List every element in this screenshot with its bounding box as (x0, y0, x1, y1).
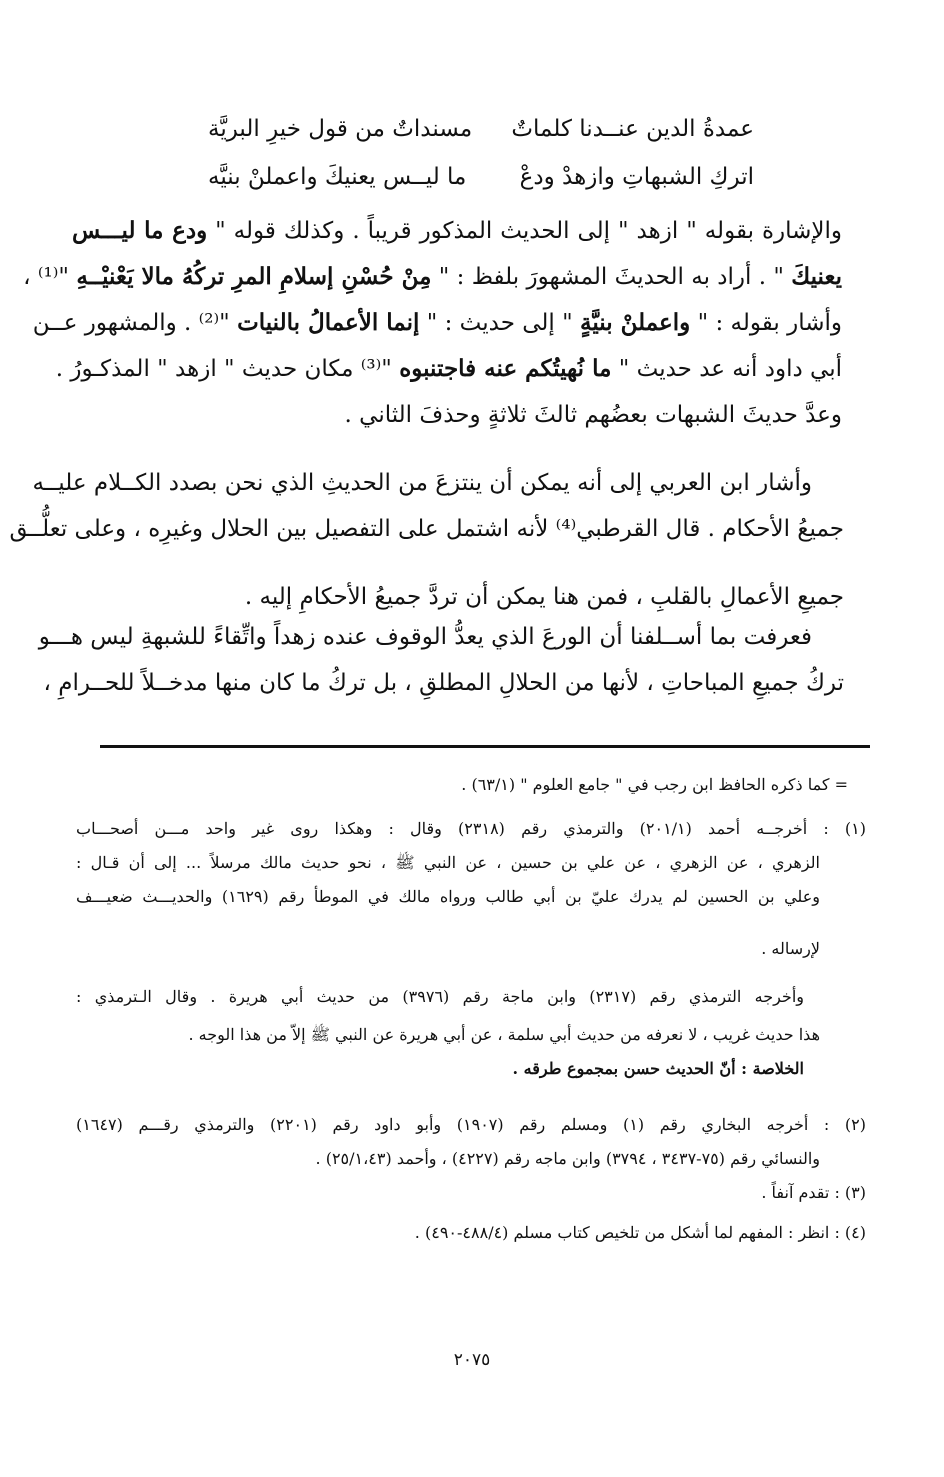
text-run: " إلى حديث : " (419, 310, 581, 336)
bold-quote: واعملنْ بنيَّةٍ (580, 309, 691, 336)
bold-quote: يعنيكَ (791, 263, 842, 290)
bold-hadith: ما نُهيتُكم عنه فاجتنبوه (399, 355, 612, 382)
bold-hadith: إنما الأعمالُ بالنيات (237, 309, 420, 336)
paragraph-2 (9, 460, 844, 552)
paragraph-2-line-1: وأشار ابن العربي إلى أنه يمكن أن ينتزعَ من الحديثِ الذي نحن بصدد الكــلام عليــه (32, 470, 812, 496)
footnote-4: (٤) : انظر : المفهم لما أشكل من تلخيص كتاب مسلم (٤٨٨/٤-٤٩٠) . (414, 1223, 866, 1242)
verse-2-second-hemistich: ما ليــس يعنيكَ واعملنْ بنيَّه (208, 164, 467, 190)
paragraph-1-line-3 (32, 300, 842, 346)
text-run: "⁽³⁾ مكان حديث " ازهد " المذكـورُ . (55, 356, 400, 382)
footnote-1-line-1: (١) : أخرجــه أحمد (٢٠١/١) والترمذي رقم (٢٣١٨) وقال : وهكذا روى غير واحد مـــن أصحـــاب (76, 819, 867, 838)
footnote-1-line-6: هذا حديث غريب ، لا نعرفه من حديث أبي سلمة ، عن أبي هريرة عن النبي ﷺ إلاّ من هذا الوجه . (188, 1025, 820, 1044)
verse-1-first-hemistich: عمدةُ الدين عنــدنا كلماتٌ (511, 116, 754, 142)
text-run: " . أراد به الحديثَ المشهورَ بلفظ : " (431, 264, 792, 290)
footnote-2-line-2: والنسائي رقم (٧٥-٣٤٣٧ ، ٣٧٩٤) وابن ماجه رقم (٤٢٢٧) ، وأحمد (٢٥/١،٤٣) . (315, 1149, 820, 1168)
page-number: ٢٠٧٥ (453, 1350, 491, 1370)
verse-2-first-hemistich: اتركِ الشبهاتِ وازهدْ ودعْ (519, 164, 754, 190)
footnote-3: (٣) : تقدم آنفاً . (761, 1183, 866, 1202)
footnote-separator (100, 745, 870, 748)
footnote-1-line-4: لإرساله . (761, 939, 820, 958)
bold-quote: ودع ما ليـــس (72, 217, 208, 244)
paragraph-3 (38, 614, 844, 706)
footnote-1-line-5: وأخرجه الترمذي رقم (٢٣١٧) وابن ماجة رقم (٣٩٧٦) من حديث أبي هريرة . وقال الـترمذي : (76, 987, 804, 1006)
paragraph-3-line-1: فعرفت بما أســلفنا أن الورعَ الذي يعدُّ الوقوف عنده زهداً واتِّقاءً للشبهةِ ليس هـــو (38, 624, 812, 650)
paragraph-1-line-1 (72, 208, 842, 254)
paragraph-1-line-5: وعدَّ حديثَ الشبهات بعضُهم ثالثَ ثلاثةٍ وحذفَ الثاني . (344, 402, 842, 428)
footnote-1-second-source-end (76, 1018, 866, 1086)
footnote-2 (76, 1108, 866, 1142)
footnote-continuation-line: = كما ذكره الحافظ ابن رجب في " جامع العلوم " (٦٣/١) . (461, 775, 848, 794)
text-run: والإشارة بقوله " ازهد " إلى الحديث المذكور قريباً . وكذلك قوله " (207, 218, 842, 244)
text-run: "⁽¹⁾ ، (23, 264, 77, 290)
paragraph-1-line-4 (55, 346, 842, 392)
paragraph-3-line-2: تركُ جميعِ المباحاتِ ، لأنها من الحلالِ المطلقِ ، بل تركُ ما كان منها مدخــلاً للحــرامِ ، (43, 670, 844, 696)
footnote-1-second-source (76, 980, 866, 1014)
footnote-1-line-3: وعلي بن الحسين لم يدرك عليّ بن أبي طالب ورواه مالك في الموطأ رقم (١٦٢٩) والحديـــث ضعيـــف (76, 887, 820, 906)
footnote-continuation (76, 768, 866, 802)
footnote-1-line-4-wrap (76, 932, 866, 966)
verse-1-second-hemistich: مسنداتٌ من قول خيرِ البريَّة (208, 116, 473, 142)
footnote-1-line-2: الزهري ، عن الزهري ، عن علي بن حسين ، عن النبي ﷺ ، نحو حديث مالك مرسلاً ... إلى أن قـال : (76, 853, 820, 872)
footnote-2-end (76, 1142, 866, 1250)
footnote-1-conclusion: الخلاصة : أنّ الحديث حسن بمجموع طرقه . (512, 1059, 804, 1078)
paragraph-1-line-2 (23, 254, 842, 300)
paragraph-1 (23, 208, 842, 392)
bold-hadith: مِنْ حُسْنِ إسلامِ المرِ تركُهُ مالا يَعْنيْــهِ (76, 263, 432, 290)
text-run: وأشار بقوله : " (690, 310, 842, 336)
text-run: "⁽²⁾ . والمشهور عــن (32, 310, 238, 336)
paragraph-2-line-3: جميعِ الأعمالِ بالقلبِ ، فمن هنا يمكن أن تردَّ جميعُ الأحكامِ إليه . (244, 584, 844, 610)
paragraph-2-line-2: جميعُ الأحكام . قال القرطبي⁽⁴⁾ لأنه اشتمل على التفصيل بين الحلال وغيرِه ، وعلى تعلُّــق (9, 516, 844, 542)
footnote-2-line-1: (٢) : أخرجه البخاري رقم (١) ومسلم رقم (١٩٠٧) وأبو داود رقم (٢٢٠١) والترمذي رقـــم (١٦٤٧) (76, 1115, 867, 1134)
text-run: أبي داود أنه عد حديث " (611, 356, 842, 382)
footnote-1 (76, 812, 866, 914)
paragraph-1-end (72, 392, 842, 438)
